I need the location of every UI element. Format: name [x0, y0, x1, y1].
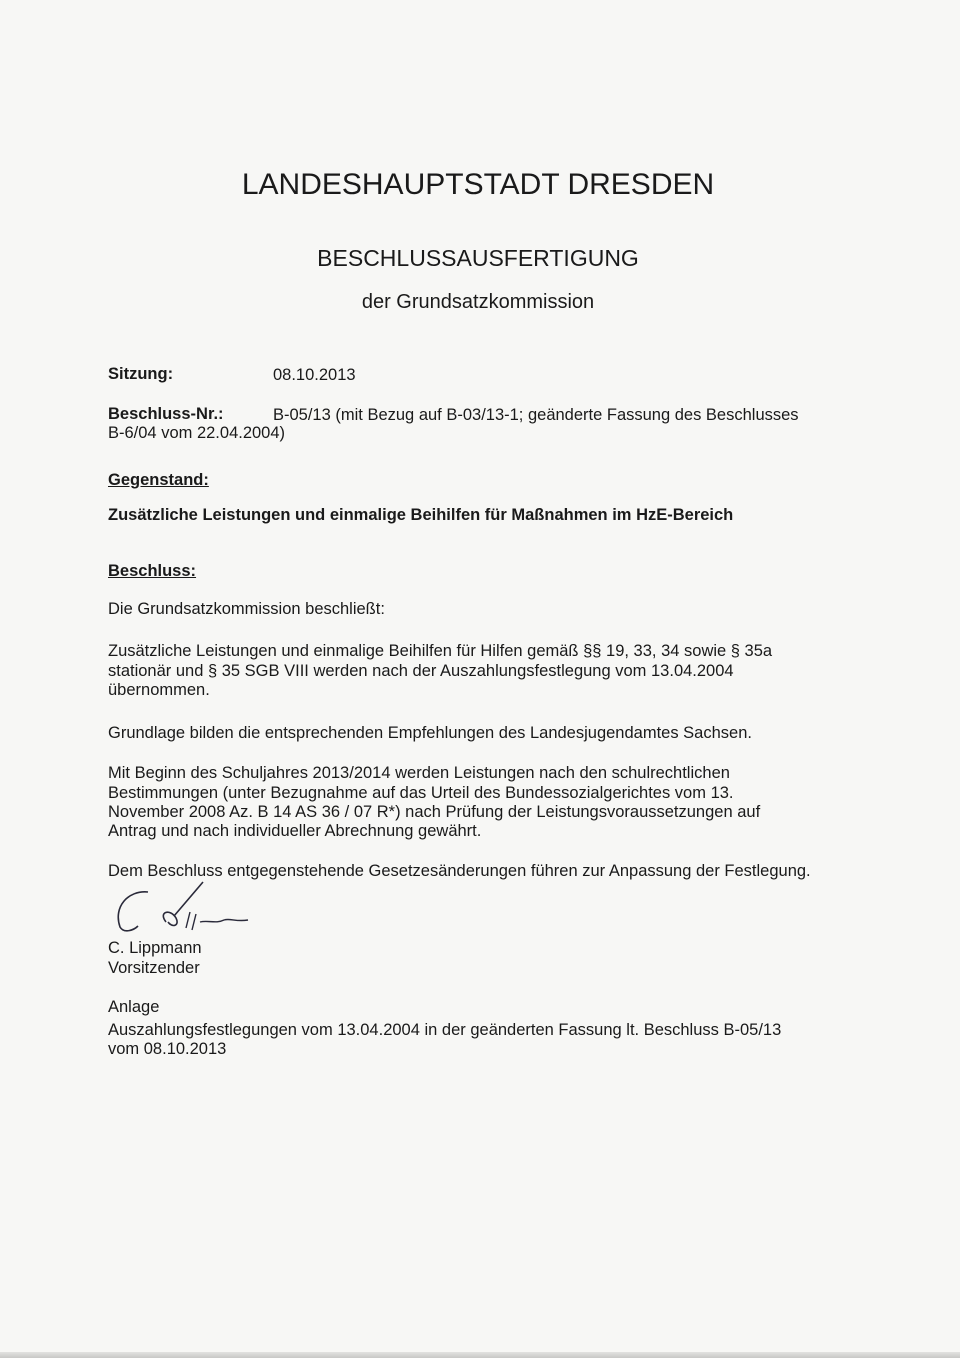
paragraph-line: Mit Beginn des Schuljahres 2013/2014 werden Leistungen nach den schulrechtlichen [108, 764, 730, 782]
paragraph-line: stationär und § 35 SGB VIII werden nach der Auszahlungsfestlegung vom 13.04.2004 [108, 662, 734, 680]
anlage-line: vom 08.10.2013 [108, 1040, 227, 1058]
paragraph-line: Zusätzliche Leistungen und einmalige Beihilfen für Hilfen gemäß §§ 19, 33, 34 sowie § 35a [108, 642, 773, 660]
paragraph-line: übernommen. [108, 681, 210, 699]
sitzung-label: Sitzung: [108, 365, 174, 383]
document-title: LANDESHAUPTSTADT DRESDEN [241, 168, 715, 201]
sitzung-value: 08.10.2013 [273, 366, 356, 384]
gegenstand-label: Gegenstand: [108, 471, 209, 489]
gegenstand-text: Zusätzliche Leistungen und einmalige Beihilfen für Maßnahmen im HzE-Bereich [108, 506, 734, 524]
paragraph-line: Dem Beschluss entgegenstehende Gesetzesänderungen führen zur Anpassung der Festlegung. [108, 862, 811, 880]
anlage-line: Auszahlungsfestlegungen vom 13.04.2004 in der geänderten Fassung lt. Beschluss B-05/13 [108, 1021, 782, 1039]
beschluss-label: Beschluss: [108, 562, 197, 580]
signatory-name: C. Lippmann [108, 939, 202, 957]
paragraph-line: Grundlage bilden die entsprechenden Empfehlungen des Landesjugendamtes Sachsen. [108, 724, 752, 742]
beschluss-nr-value: B-05/13 (mit Bezug auf B-03/13-1; geänderte Fassung des Beschlusses [273, 406, 799, 424]
paragraph-line: Bestimmungen (unter Bezugnahme auf das Urteil des Bundessozialgerichtes vom 13. [108, 784, 734, 802]
anlage-label: Anlage [108, 998, 160, 1016]
scan-edge [0, 1352, 960, 1358]
committee-name: der Grundsatzkommission [361, 291, 595, 313]
beschluss-nr-label: Beschluss-Nr.: [108, 405, 224, 423]
paragraph-line: November 2008 Az. B 14 AS 36 / 07 R*) nach Prüfung der Leistungsvoraussetzungen auf [108, 803, 761, 821]
paragraph-line: Antrag und nach individueller Abrechnung gewährt. [108, 822, 482, 840]
beschluss-nr-value-cont: B-6/04 vom 22.04.2004) [108, 424, 286, 442]
document-subtitle: BESCHLUSSAUSFERTIGUNG [317, 245, 639, 271]
beschluss-intro: Die Grundsatzkommission beschließt: [108, 600, 385, 618]
handwritten-signature [108, 872, 268, 942]
signatory-role: Vorsitzender [108, 959, 200, 977]
